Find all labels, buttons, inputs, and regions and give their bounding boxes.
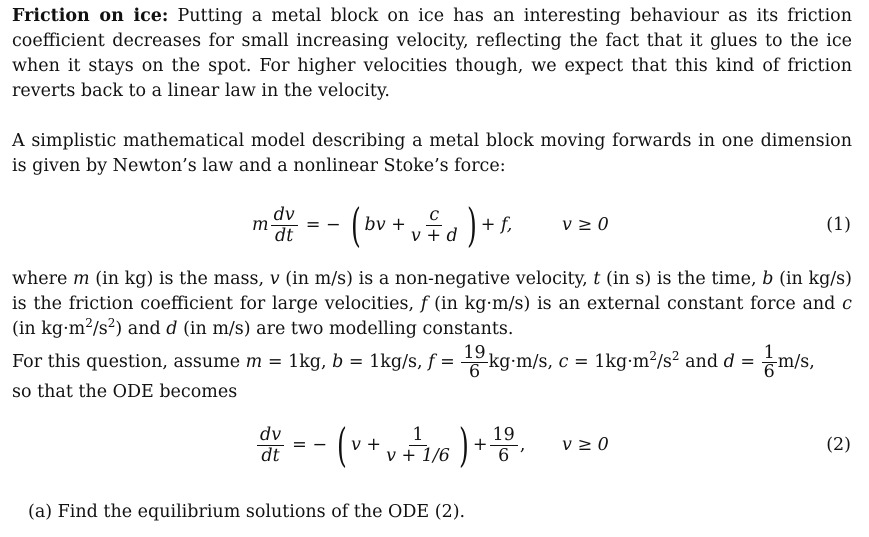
model-intro-paragraph: A simplistic mathematical model describing a metal block moving forwards in one dimension is given by Newton’s law and a nonlinear Stoke’s force: — [12, 131, 852, 176]
f-value-fraction: $\frac{19}{6}$ — [463, 343, 486, 382]
eq2-linear-term: v + — [350, 434, 382, 455]
right-paren: ) — [458, 418, 469, 472]
question-a: (a) Find the equilibrium solutions of the ODE (2). — [28, 502, 466, 522]
left-paren: ( — [337, 418, 347, 472]
right-paren: ) — [466, 198, 477, 252]
left-paren: ( — [350, 198, 361, 252]
eq1-force-term: + f, — [480, 214, 513, 235]
eq1-nonlinear-fraction: $\frac{c}{v + d}$ — [410, 204, 458, 246]
eq2-number: (2) — [826, 434, 851, 455]
equation-2: $\frac{dv}{dt}$ = − ( v + $\frac{1}{v + 1/6}$ ) + $\frac{19}{6}$ , v ≥ 0 (2) — [0, 415, 869, 475]
eq1-linear-term: bv + — [364, 214, 406, 235]
intro-text: Putting a metal block on ice has an interesting behaviour as its friction coefficient decreases for small increasing velocity, reflecting the fact that it glues to the ice when it stays on the spot. For higher velocities though, we expect that this kind of friction reverts back to a linear law in the velocity. — [12, 6, 852, 101]
eq2-nonlinear-fraction: $\frac{1}{v + 1/6}$ — [386, 424, 450, 466]
equation-1 — [0, 195, 869, 255]
d-value-fraction: $\frac{1}{6}$ — [763, 343, 775, 382]
intro-heading: Friction on ice: — [12, 6, 169, 26]
eq2-derivative: $\frac{dv}{dt}$ — [257, 425, 284, 466]
eq2-equals: = − — [292, 434, 327, 455]
eq1-number: (1) — [826, 214, 851, 235]
intro-paragraph — [12, 4, 852, 104]
assumption-followup: so that the ODE becomes — [12, 382, 238, 402]
definitions-paragraph: where m (in kg) is the mass, v (in m/s) is a non-negative velocity, t (in s) is the time, b (in kg/s) is the friction coefficient for large velocities, f (in kg·m/s) is an external constant force and c (in $kg\cdot m^2/s^2$) and d (in m/s) are two modelling constants. — [12, 269, 852, 339]
eq2-condition: v ≥ 0 — [562, 434, 609, 455]
eq1-derivative: $\frac{dv}{dt}$ — [271, 205, 298, 246]
eq1-equals: = − — [305, 214, 341, 235]
eq1-mass: m — [252, 214, 269, 235]
assumption-line: For this question, assume m = 1kg, b = 1kg/s, f = $\frac{19}{6}$ kg·m/s, $c = 1kg\cdot m^2/s^2$ and d = $\frac{1}{6}$ m/s, — [12, 343, 815, 382]
eq1-condition: v ≥ 0 — [562, 214, 609, 235]
eq2-constant-fraction: $\frac{19}{6}$ — [490, 425, 518, 466]
